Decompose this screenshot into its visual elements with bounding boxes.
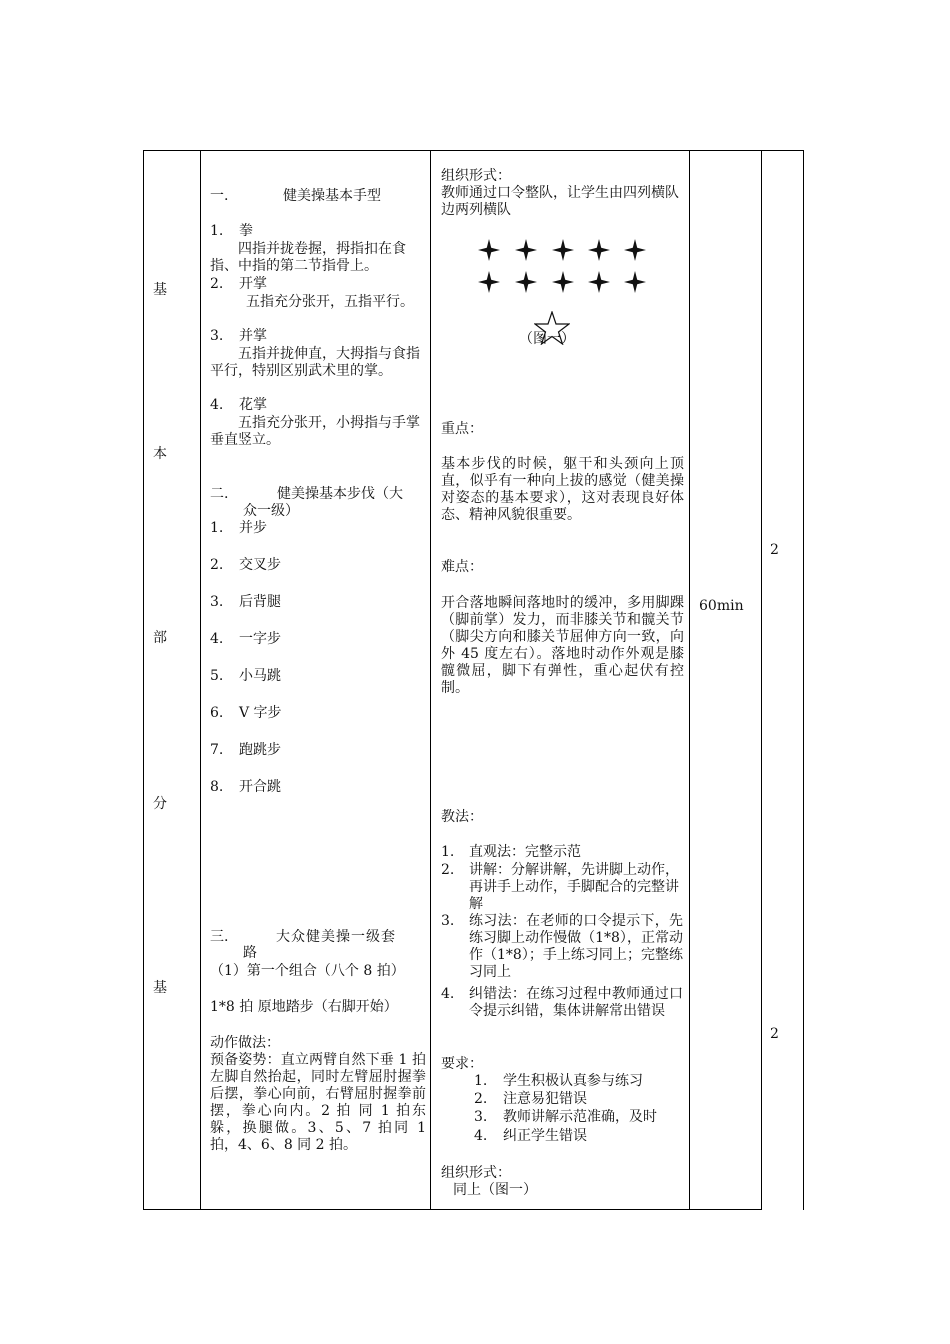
key-point-text: 基本步伐的时候，躯干和头颈向上顶直，似乎有一种向上拔的感觉（健美操对姿态的基本要求），这对表现良好体态、精神风貌很重要。: [441, 456, 684, 523]
hand-item-name: 开掌: [239, 276, 267, 292]
teach-item-number: 4.: [441, 986, 455, 1002]
beat-heading: 1*8 拍 原地踏步（右脚开始）: [210, 999, 398, 1015]
req-item-text: 纠正学生错误: [503, 1128, 587, 1144]
step-number: 3.: [210, 594, 224, 610]
table-col-line-5: [761, 150, 762, 1210]
step-number: 2.: [210, 557, 224, 573]
req-item-text: 学生积极认真参与练习: [503, 1073, 643, 1089]
step-name: 跑跳步: [239, 742, 281, 758]
hand-item-name: 拳: [239, 223, 253, 239]
org-text: 教师通过口令整队，让学生由四列横队边两列横队: [441, 185, 679, 218]
teach-item-number: 3.: [441, 913, 455, 929]
student-icon: [624, 239, 646, 261]
req-item-text: 教师讲解示范准确，及时: [503, 1109, 657, 1125]
hand-item-name: 花掌: [239, 397, 267, 413]
step-number: 6.: [210, 705, 224, 721]
req-item-number: 2.: [474, 1091, 488, 1107]
key-point-label: 重点：: [441, 421, 483, 437]
teaching-method-label: 教法：: [441, 809, 483, 825]
section-label-char: 本: [153, 446, 167, 462]
figure-caption: （图一）: [519, 331, 575, 347]
section3-title-cont: 路: [243, 945, 257, 961]
section-label-char: 基: [153, 980, 167, 996]
req-item-number: 3.: [474, 1109, 488, 1125]
step-number: 7.: [210, 742, 224, 758]
difficulty-text: 开合落地瞬间落地时的缓冲，多用脚踝（脚前掌）发力，而非膝关节和髋关节（脚尖方向和膝关节屈伸方向一致，向外 45 度左右）。落地时动作外观是膝髋微屈，脚下有弹性，重心起伏有控制。: [441, 595, 684, 696]
req-item-number: 1.: [474, 1073, 488, 1089]
section2-title-cont: 众一级）: [243, 503, 299, 519]
table-col-line-6: [803, 150, 804, 1210]
hand-item-number: 1.: [210, 223, 224, 239]
section1-title: 健美操基本手型: [283, 188, 381, 204]
step-name: V 字步: [239, 705, 282, 721]
hand-item-desc: 五指充分张开，小拇指与手掌垂直竖立。: [210, 415, 420, 448]
step-name: 一字步: [239, 631, 281, 647]
hand-item-number: 4.: [210, 397, 224, 413]
section-label-char: 基: [153, 282, 167, 298]
student-icon: [624, 271, 646, 293]
step-name: 开合跳: [239, 779, 281, 795]
student-icon: [552, 239, 574, 261]
table-col-line-3: [430, 150, 431, 1210]
org2-label: 组织形式：: [441, 1165, 511, 1181]
hand-item-name: 并掌: [239, 328, 267, 344]
step-name: 交叉步: [239, 557, 281, 573]
requirements-label: 要求：: [441, 1056, 483, 1072]
section-label-char: 分: [153, 796, 167, 812]
student-icon: [552, 271, 574, 293]
step-name: 后背腿: [239, 594, 281, 610]
step-number: 1.: [210, 520, 224, 536]
method-label: 动作做法：: [210, 1035, 280, 1051]
step-number: 8.: [210, 779, 224, 795]
table-col-line-2: [200, 150, 201, 1210]
req-item-text: 注意易犯错误: [503, 1091, 587, 1107]
section-label-char: 部: [153, 630, 167, 646]
teach-item-text: 练习法：在老师的口令提示下，先练习脚上动作慢做（1*8），正常动作（1*8）；手上练习同上；完整练习同上: [469, 913, 683, 980]
formation-diagram: [470, 236, 660, 306]
table-top-border: [143, 150, 804, 151]
section3-number: 三.: [210, 929, 229, 945]
table-bottom-line-left: [143, 1209, 762, 1210]
step-number: 4.: [210, 631, 224, 647]
teach-item-text: 直观法：完整示范: [469, 844, 581, 860]
count-value-bottom: 2: [770, 1026, 779, 1042]
time-value: 60min: [699, 598, 744, 614]
teach-item-number: 2.: [441, 862, 455, 878]
req-item-number: 4.: [474, 1128, 488, 1144]
hand-item-number: 3.: [210, 328, 224, 344]
hand-item-number: 2.: [210, 276, 224, 292]
section2-number: 二.: [210, 486, 229, 502]
student-icon: [588, 239, 610, 261]
student-icon: [478, 239, 500, 261]
hand-item-desc: 五指并拢伸直，大拇指与食指平行，特别区别武术里的掌。: [210, 346, 420, 379]
org-label: 组织形式：: [441, 168, 511, 184]
hand-item-desc: 五指充分张开，五指平行。: [246, 294, 414, 310]
combo-heading: （1）第一个组合（八个 8 拍）: [210, 963, 405, 979]
student-icon: [588, 271, 610, 293]
student-icon: [515, 271, 537, 293]
section3-title: 大众健美操一级套: [276, 929, 396, 945]
teacher-star-icon: [534, 311, 570, 345]
difficulty-label: 难点：: [441, 559, 483, 575]
table-col-line-1: [143, 150, 144, 1210]
teach-item-number: 1.: [441, 844, 455, 860]
method-text: 预备姿势：直立两臂自然下垂 1 拍左脚自然抬起，同时左臂屈肘握拳后摆，拳心向前，右臂屈肘握拳前摆，拳心向内。2 拍 同 1 拍东躲，换腿做。3、5、7 拍同 1 拍，4、6、8 同 2 拍。: [210, 1052, 426, 1153]
step-name: 并步: [239, 520, 267, 536]
teach-item-text: 讲解：分解讲解，先讲脚上动作，再讲手上动作，手脚配合的完整讲解: [469, 862, 679, 912]
teach-item-text: 纠错法：在练习过程中教师通过口令提示纠错，集体讲解常出错误: [469, 986, 683, 1019]
step-number: 5.: [210, 668, 224, 684]
org2-text: 同上（图一）: [453, 1182, 537, 1198]
section2-title: 健美操基本步伐（大: [277, 486, 403, 502]
count-value-top: 2: [770, 542, 779, 558]
step-name: 小马跳: [239, 668, 281, 684]
student-icon: [515, 239, 537, 261]
section1-number: 一.: [210, 188, 229, 204]
table-col-line-4: [689, 150, 690, 1210]
student-icon: [478, 271, 500, 293]
hand-item-desc: 四指并拢卷握，拇指扣在食指、中指的第二节指骨上。: [210, 241, 406, 274]
